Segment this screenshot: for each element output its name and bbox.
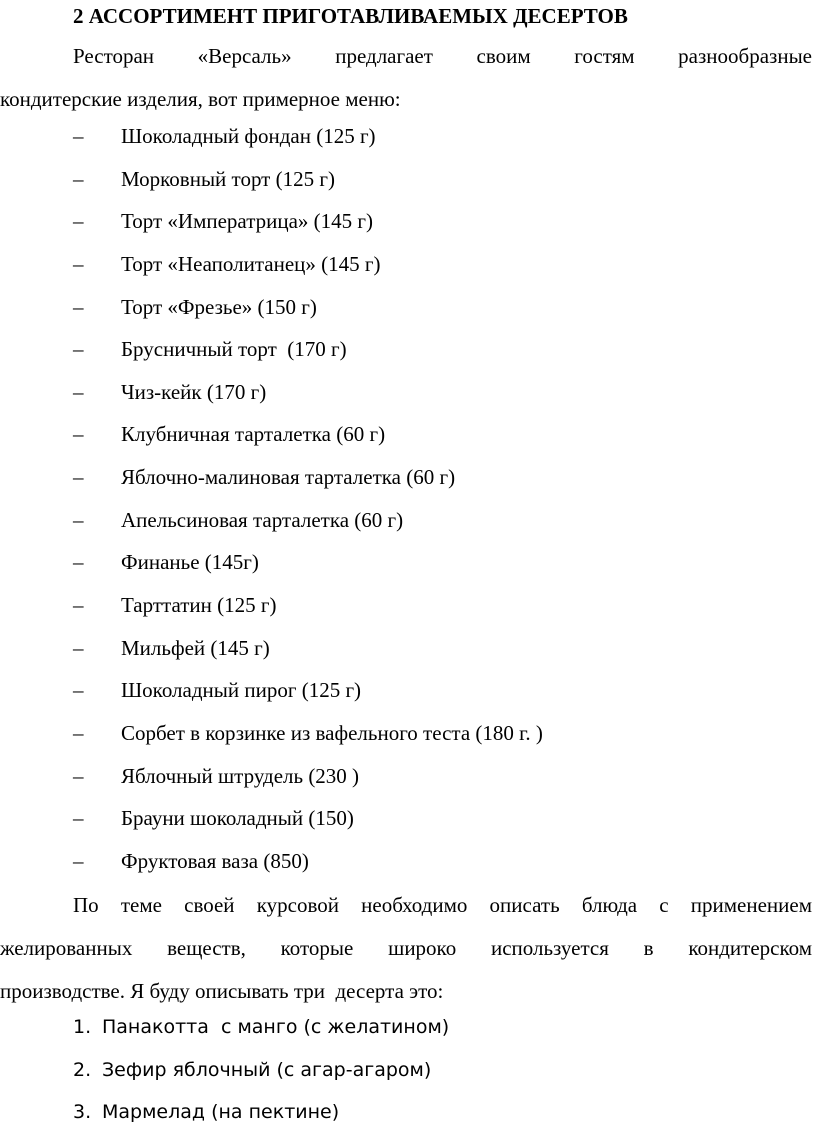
dash-bullet: – xyxy=(73,379,84,404)
menu-item-text: Торт «Фрезье» (150 г) xyxy=(121,294,317,319)
conclusion-paragraph xyxy=(0,884,812,1013)
menu-item-text: Клубничная тарталетка (60 г) xyxy=(121,422,386,447)
dessert-text: Мармелад (на пектине) xyxy=(102,1101,340,1123)
menu-item-text: Торт «Императрица» (145 г) xyxy=(121,209,374,234)
conclusion-line-3: производстве. Я буду описывать три десерта это: xyxy=(0,979,444,1003)
dash-bullet: – xyxy=(73,166,84,191)
dash-bullet: – xyxy=(73,422,84,447)
dash-bullet: – xyxy=(73,465,84,490)
menu-item-text: Мильфей (145 г) xyxy=(121,635,270,660)
dash-bullet: – xyxy=(73,763,84,788)
item-number: 2. xyxy=(73,1058,92,1081)
menu-item-text: Шоколадный пирог (125 г) xyxy=(121,678,362,703)
menu-item-text: Финанье (145г) xyxy=(121,550,259,575)
menu-item-text: Сорбет в корзинке из вафельного теста (180 г. ) xyxy=(121,720,543,745)
dessert-text: Зефир яблочный (с агар-агаром) xyxy=(102,1058,432,1081)
conclusion-line-1: По теме своей курсовой необходимо описать блюда с применением xyxy=(73,893,812,917)
menu-item-text: Шоколадный фондан (125 г) xyxy=(121,124,376,148)
section-heading: 2 АССОРТИМЕНТ ПРИГОТАВЛИВАЕМЫХ ДЕСЕРТОВ xyxy=(73,4,628,28)
dash-bullet: – xyxy=(73,678,84,703)
dash-bullet: – xyxy=(73,337,84,362)
intro-paragraph xyxy=(0,35,812,121)
menu-item-text: Яблочный штрудель (230 ) xyxy=(121,763,360,788)
menu-item-text: Тарттатин (125 г) xyxy=(121,593,277,618)
dash-bullet: – xyxy=(73,550,84,575)
dash-bullet: – xyxy=(73,848,84,873)
dash-bullet: – xyxy=(73,720,84,745)
menu-item-text: Апельсиновая тарталетка (60 г) xyxy=(121,507,404,532)
dash-bullet: – xyxy=(73,593,84,618)
dash-bullet: – xyxy=(73,806,84,831)
menu-item-text: Торт «Неаполитанец» (145 г) xyxy=(121,251,381,276)
item-number: 3. xyxy=(73,1101,92,1123)
menu-item-text: Брауни шоколадный (150) xyxy=(121,806,354,831)
dash-bullet: – xyxy=(73,635,84,660)
dash-bullet: – xyxy=(73,209,84,234)
dessert-text: Панакотта с манго (с желатином) xyxy=(102,1016,450,1038)
menu-item-text: Брусничный торт (170 г) xyxy=(121,337,347,362)
conclusion-line-2: желированных веществ, которые широко используется в кондитерском xyxy=(0,936,812,960)
intro-line-1: Ресторан «Версаль» предлагает своим гостям разнообразные xyxy=(73,44,812,68)
menu-item-text: Чиз-кейк (170 г) xyxy=(121,379,267,404)
intro-line-2: кондитерские изделия, вот примерное меню: xyxy=(0,87,401,111)
dash-bullet: – xyxy=(73,251,84,276)
menu-item-text: Морковный торт (125 г) xyxy=(121,166,335,191)
dash-bullet: – xyxy=(73,507,84,532)
menu-item-text: Яблочно-малиновая тарталетка (60 г) xyxy=(121,465,456,490)
dash-bullet: – xyxy=(73,124,84,148)
dash-bullet: – xyxy=(73,294,84,319)
item-number: 1. xyxy=(73,1016,92,1038)
menu-item-text: Фруктовая ваза (850) xyxy=(121,848,309,873)
